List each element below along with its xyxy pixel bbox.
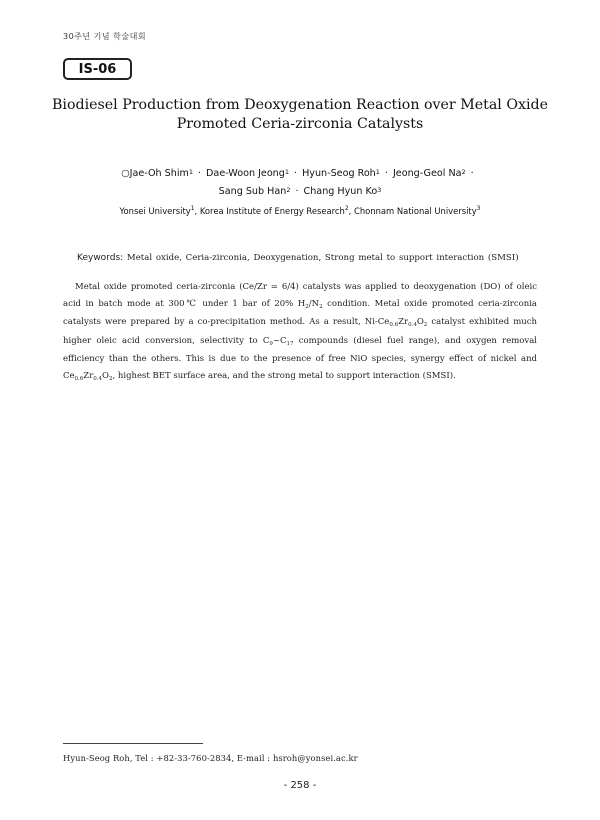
paper-title	[40, 96, 560, 134]
abstract-text: acid in batch mode at 300℃ under 1 bar of 20% H	[63, 299, 306, 310]
affiliation-name: Chonnam National University	[354, 206, 477, 216]
affiliation-sup: 2	[344, 205, 349, 212]
subscript: 9	[269, 340, 273, 347]
abstract-text: catalysts were prepared by a co-precipitation method. As a result, Ni-Ce	[63, 317, 390, 328]
author-affil-sup: 2	[286, 186, 291, 194]
affiliation-sup: 1	[190, 205, 195, 212]
author-affil-sup: 3	[377, 186, 382, 194]
corresponding-author-footnote: Hyun-Seog Roh, Tel : +82-33-760-2834, E-mail : hsroh@yonsei.ac.kr	[63, 753, 358, 763]
affiliation-name: Korea Institute of Energy Research	[199, 206, 345, 216]
presenter-mark: ○	[121, 168, 130, 179]
abstract-line-1: Metal oxide promoted ceria-zirconia (Ce/Zr = 6/4) catalysts was applied to deoxygenation (DO) of oleic	[75, 282, 537, 292]
abstract-text: compounds (diesel fuel range), and oxygen removal	[293, 335, 537, 346]
author-name: Dae-Woon Jeong	[206, 168, 285, 179]
author-affil-sup: 2	[461, 168, 466, 176]
author-affil-sup: 1	[284, 168, 289, 176]
abstract-text: Ce	[63, 371, 75, 382]
subscript: 2	[423, 322, 428, 329]
abstract-text: condition. Metal oxide promoted ceria-zirconia	[322, 299, 537, 310]
keywords-text: Metal oxide, Ceria-zirconia, Deoxygenation, Strong metal to support interaction (SMSI)	[126, 253, 519, 263]
author-line-1	[40, 165, 560, 183]
affiliation-name: Yonsei University	[119, 206, 191, 216]
author-name: Jae-Oh Shim	[129, 168, 189, 179]
keywords-label: Keywords:	[77, 253, 124, 263]
author-separator: ·	[294, 168, 298, 179]
abstract-text: /N	[308, 299, 320, 310]
author-name: Sang Sub Han	[218, 186, 287, 197]
author-separator: ·	[470, 168, 474, 179]
subscript: 2	[319, 304, 323, 311]
abstract-text: higher oleic acid conversion, selectivity to C	[63, 335, 270, 346]
subscript: 2	[305, 304, 309, 311]
keywords-line	[77, 253, 537, 263]
subscript: 0.6	[389, 322, 399, 329]
author-affil-sup: 1	[188, 168, 193, 176]
footnote-divider	[63, 743, 203, 744]
title-line-2: Promoted Ceria-zirconia Catalysts	[176, 116, 424, 132]
abstract-line-2	[63, 296, 537, 314]
abstract-paragraph	[63, 279, 537, 386]
subscript: 0.4	[408, 322, 417, 329]
abstract-text: , highest BET surface area, and the strong metal to support interaction (SMSI).	[112, 371, 456, 382]
abstract-text: Zr	[398, 317, 409, 328]
author-list	[40, 165, 560, 201]
abstract-line-5: efficiency than the others. This is due to the presence of free NiO species, synergy effect of nickel and	[63, 353, 537, 364]
abstract-text: O	[416, 317, 424, 328]
abstract-line-3	[63, 314, 537, 332]
session-code-badge: IS-06	[63, 58, 132, 80]
author-separator: ·	[295, 186, 299, 197]
author-separator: ·	[197, 168, 202, 179]
subscript: 0.6	[74, 376, 84, 383]
author-name: Chang Hyun Ko	[303, 186, 378, 197]
abstract-line-4	[63, 333, 537, 351]
abstract-text: catalyst exhibited much	[427, 317, 537, 328]
page-number: - 258 -	[283, 780, 317, 791]
conference-header: 30주년 기념 학술대회	[63, 32, 147, 41]
author-separator: ·	[384, 168, 388, 179]
subscript: 0.4	[93, 376, 103, 383]
abstract-text: ~C	[272, 335, 287, 346]
affiliation-sup: 3	[476, 205, 481, 212]
abstract-line-6	[63, 368, 537, 386]
author-line-2	[40, 183, 560, 201]
abstract-text: Zr	[83, 371, 94, 382]
author-affil-sup: 1	[375, 168, 380, 176]
abstract-text: O	[102, 371, 109, 382]
author-name: Hyun-Seog Roh	[302, 168, 376, 179]
author-name: Jeong-Geol Na	[392, 168, 462, 179]
affiliation-list: Yonsei University$^1$, Korea Institute of Energy Research$^2$, Chonnam National University$^3$	[119, 205, 481, 216]
subscript: 17	[286, 340, 294, 347]
title-line-1: Biodiesel Production from Deoxygenation Reaction over Metal Oxide	[51, 97, 548, 113]
subscript: 2	[109, 376, 113, 383]
